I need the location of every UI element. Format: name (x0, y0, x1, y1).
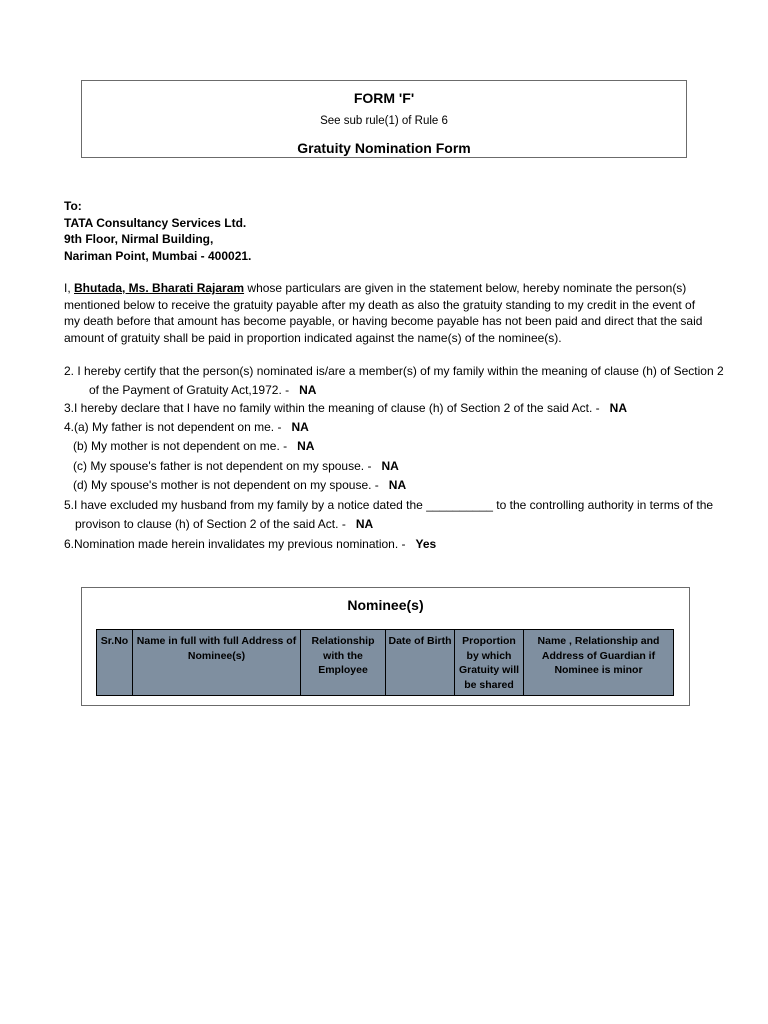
nomination-paragraph (64, 280, 704, 347)
form-header-box (81, 80, 687, 158)
declaration-5-text: provison to clause (h) of Section 2 of the said Act. - (75, 517, 346, 531)
declaration-6-text: 6.Nomination made herein invalidates my previous nomination. - (64, 537, 406, 551)
address-line-1: TATA Consultancy Services Ltd. (64, 215, 247, 230)
declaration-3 (64, 401, 627, 415)
column-header-date-of-birth: Date of Birth (386, 630, 455, 696)
declaration-4a-text: 4.(a) My father is not dependent on me. - (64, 420, 282, 434)
column-header-sr-no: Sr.No (97, 630, 133, 696)
declaration-4a-answer: NA (291, 420, 309, 434)
form-heading: Gratuity Nomination Form (297, 140, 471, 156)
column-header-relationship: Relationship with the Employee (301, 630, 386, 696)
nominee-section-title: Nominee(s) (347, 597, 424, 613)
declaration-2-answer: NA (299, 383, 317, 397)
declaration-4b-answer: NA (297, 439, 315, 453)
nominee-table (96, 629, 674, 696)
declaration-6-answer: Yes (415, 537, 437, 551)
declaration-4d (73, 478, 406, 492)
declaration-6 (64, 537, 436, 551)
column-header-nominee-name-address: Name in full with full Address of Nominee(s) (133, 630, 301, 696)
declaration-3-answer: NA (609, 401, 627, 415)
declaration-4a (64, 420, 309, 434)
declaration-4d-answer: NA (388, 478, 407, 492)
declaration-5-answer: NA (355, 517, 374, 531)
declaration-5-line-1: 5.I have excluded my husband from my family by a notice dated the __________ to the controlling authority in terms of the (64, 498, 714, 512)
declaration-2-text: of the Payment of Gratuity Act,1972. - (89, 383, 290, 397)
address-line-3: Nariman Point, Mumbai - 400021. (64, 249, 252, 264)
nominator-name: Bhutada, Ms. Bharati Rajaram (74, 281, 245, 295)
column-header-guardian: Name , Relationship and Address of Guardian if Nominee is minor (524, 630, 674, 696)
declaration-2-line-2 (89, 383, 316, 397)
declaration-4b-text: (b) My mother is not dependent on me. - (73, 439, 288, 453)
declaration-4c (73, 459, 399, 473)
paragraph-body: whose particulars are given in the statement below, hereby nominate the person(s) mentioned below to receive the gratuity payable after my death as also the gratuity standing to my credit in the event of my death before that amount has become payable, or having become payable has not been paid and direct that the said amount of gratuity shall be paid in proportion indicated against the name(s) of the nominee(s). (64, 281, 703, 346)
paragraph-prefix: I, (64, 281, 75, 295)
address-line-2: 9th Floor, Nirmal Building, (64, 232, 214, 247)
declaration-4b (73, 439, 314, 453)
nominee-section (81, 587, 690, 706)
nominee-table-header-row (97, 630, 674, 696)
column-header-proportion: Proportion by which Gratuity will be shared (455, 630, 524, 696)
declaration-4d-text: (d) My spouse's mother is not dependent on my spouse. - (73, 478, 379, 492)
recipient-address (64, 198, 251, 265)
declaration-2-line-1: 2. I hereby certify that the person(s) nominated is/are a member(s) of my family within the meaning of clause (h) of Section 2 (64, 364, 724, 378)
declaration-4c-answer: NA (381, 459, 399, 473)
form-subtitle: See sub rule(1) of Rule 6 (320, 115, 448, 127)
declaration-3-text: 3.I hereby declare that I have no family within the meaning of clause (h) of Section 2 of the said Act. - (64, 401, 600, 415)
form-title: FORM 'F' (353, 90, 415, 106)
declaration-5-line-2 (75, 517, 373, 531)
declaration-4c-text: (c) My spouse's father is not dependent on my spouse. - (73, 459, 372, 473)
address-to: To: (64, 199, 82, 213)
